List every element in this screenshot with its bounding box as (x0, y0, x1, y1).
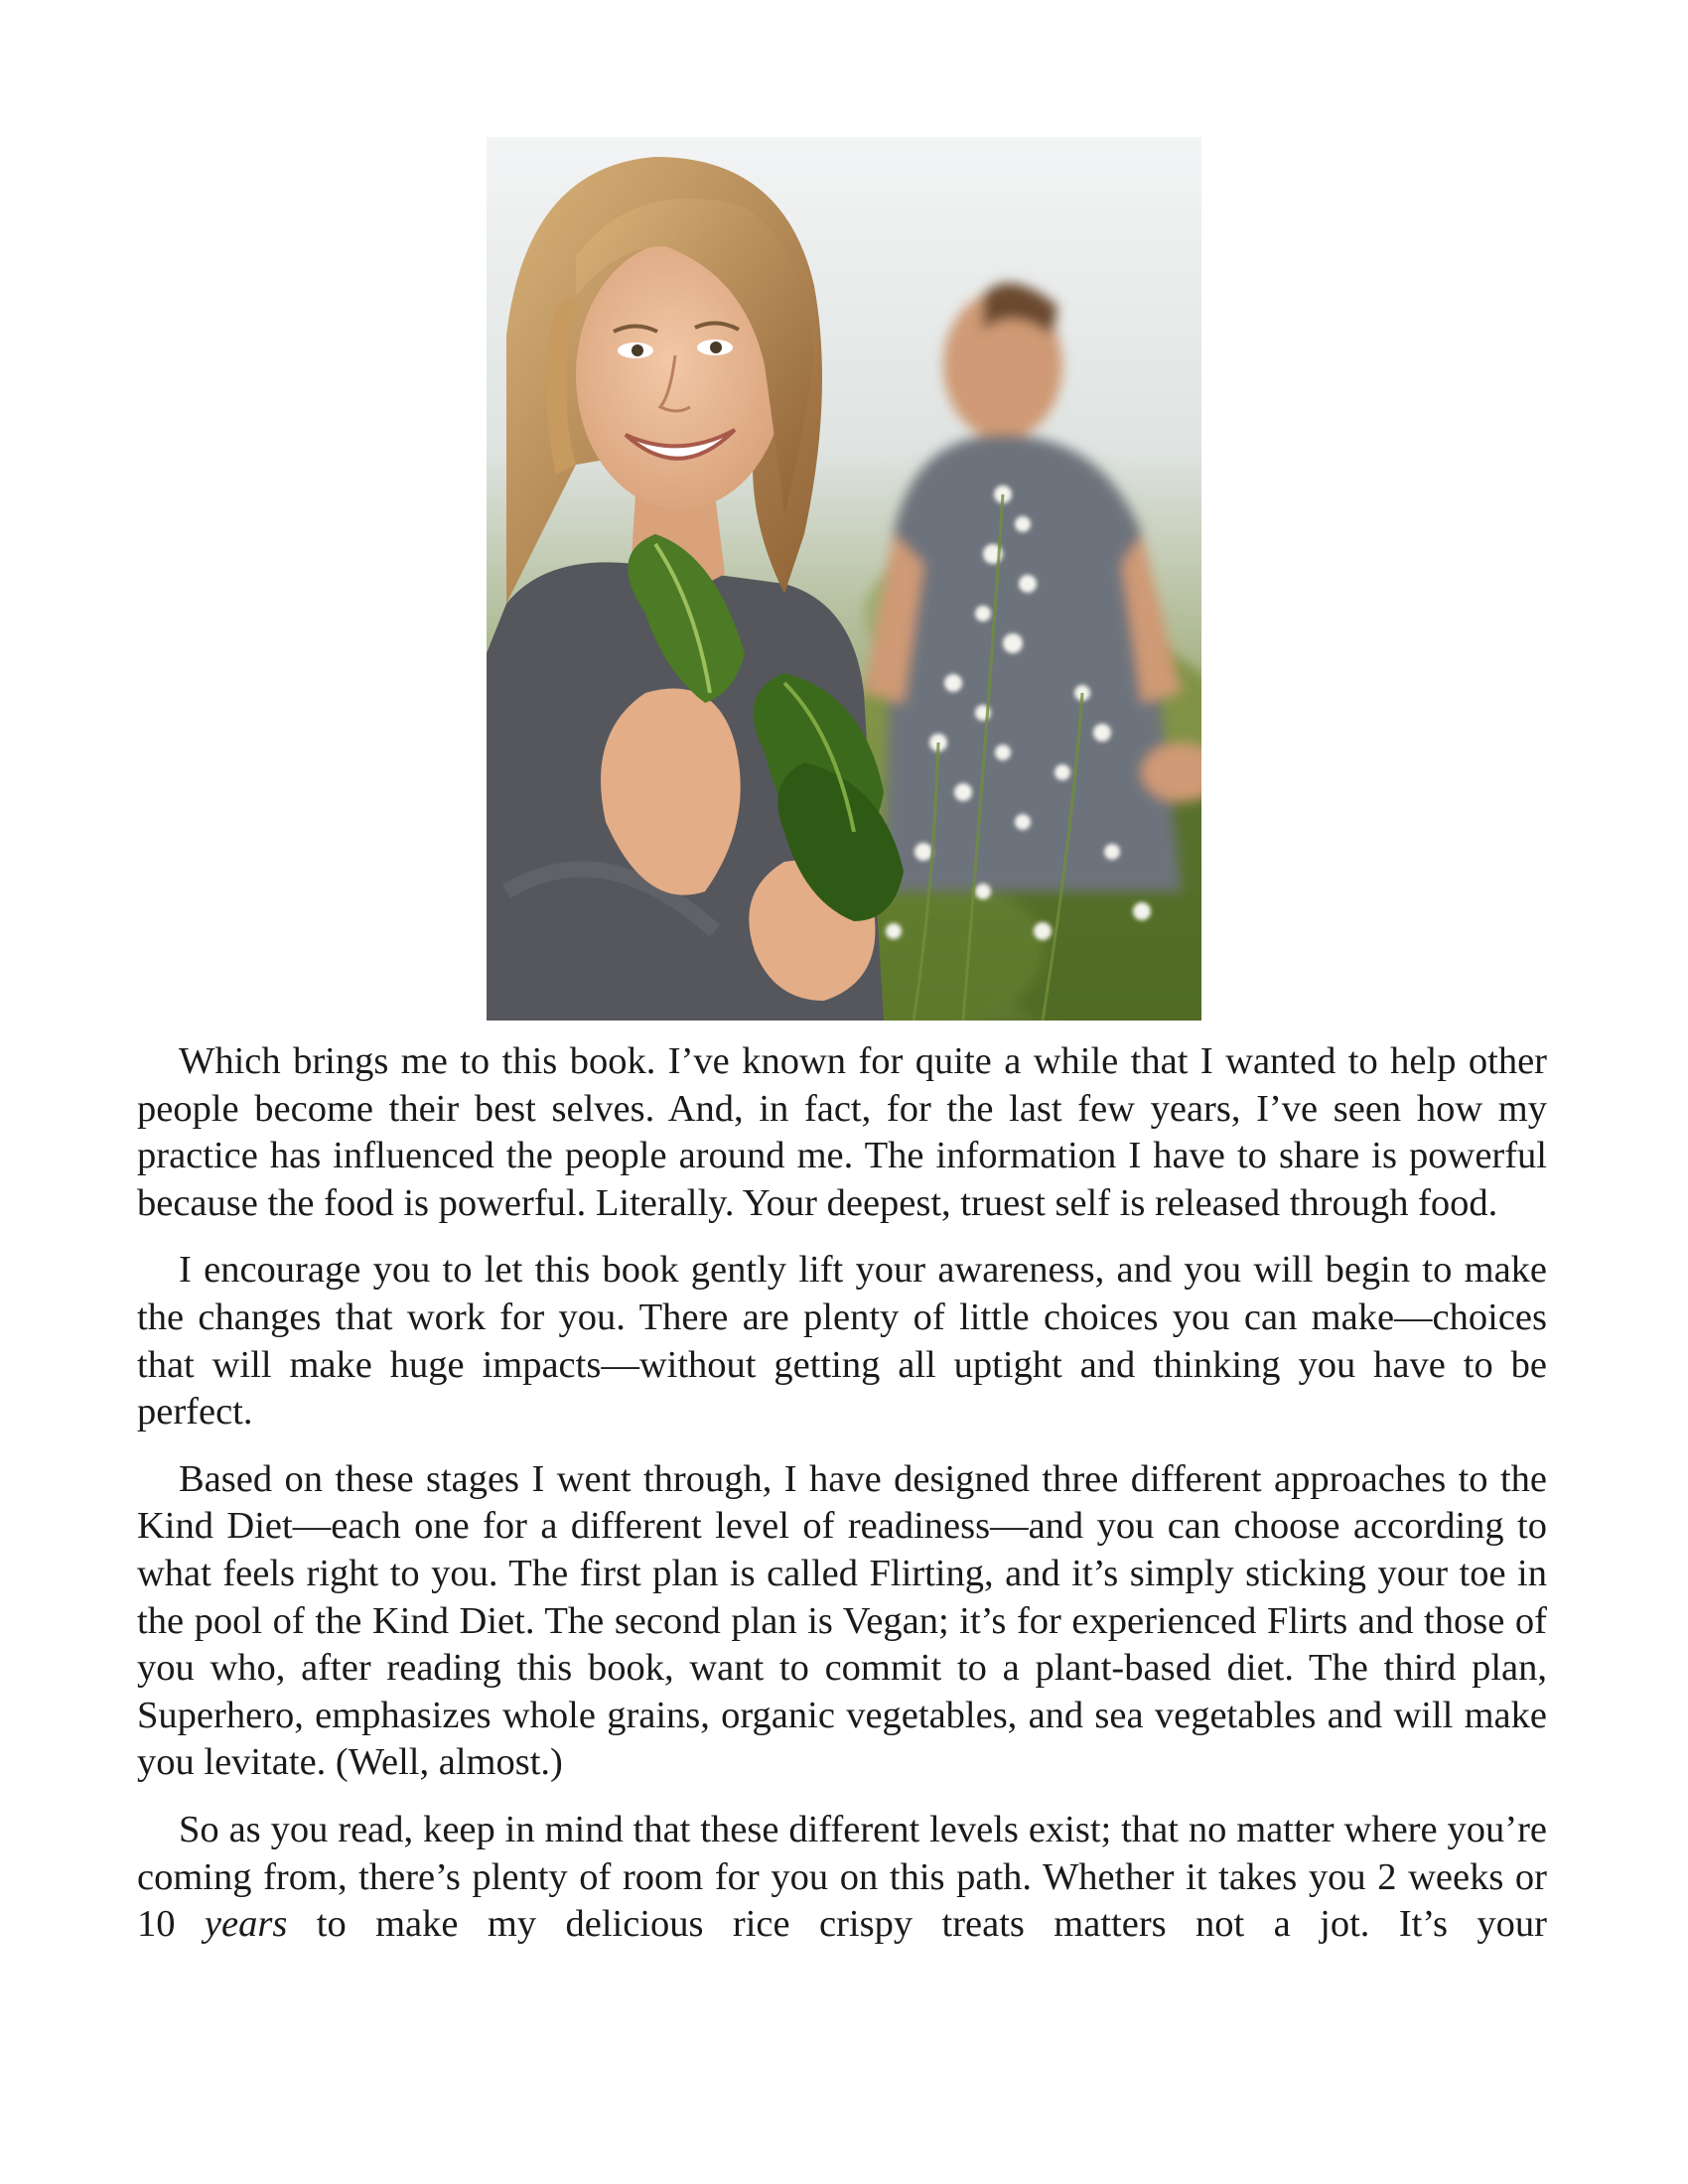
paragraph-4-end: to make my delicious rice crispy treats matters not a jot. It’s your (287, 1903, 1548, 1946)
photo-woman-holding-leafy-greens-icon (487, 137, 1201, 1021)
paragraph-4 (137, 1807, 1547, 1949)
body-text (137, 1038, 1547, 1969)
paragraph-3: Based on these stages I went through, I have designed three different approaches to the Kind Diet—each one for a different level of readiness—and you can choose according to what feels right to you. The first plan is called Flirting, and it’s simply sticking your toe in the pool of the Kind Diet. The second plan is Vegan; it’s for experienced Flirts and those of you who, after reading this book, want to commit to a plant-based diet. The third plan, Superhero, emphasizes whole grains, organic vegetables, and sea vegetables and will make you levitate. (Well, almost.) (137, 1457, 1547, 1784)
paragraph-4-start: So as you read, keep in mind that these different levels exist; that no matter where you’re coming from, there’s plenty of room for you on this path. Whether it takes you 2 weeks or 10 (137, 1808, 1547, 1946)
paragraph-1: Which brings me to this book. I’ve known for quite a while that I wanted to help other people become their best selves. And, in fact, for the last few years, I’ve seen how my practice has influenced the people around me. The information I have to share is powerful because the food is powerful. Literally. Your deepest, truest self is released through food. (137, 1040, 1547, 1224)
paragraph-4-emphasis: years (204, 1903, 288, 1946)
paragraph-2: I encourage you to let this book gently lift your awareness, and you will begin to make the changes that work for you. There are plenty of little choices you can make—choices that will make huge impacts—without getting all uptight and thinking you have to be perfect. (137, 1249, 1547, 1433)
photo-woman-holding-greens (487, 137, 1201, 1021)
